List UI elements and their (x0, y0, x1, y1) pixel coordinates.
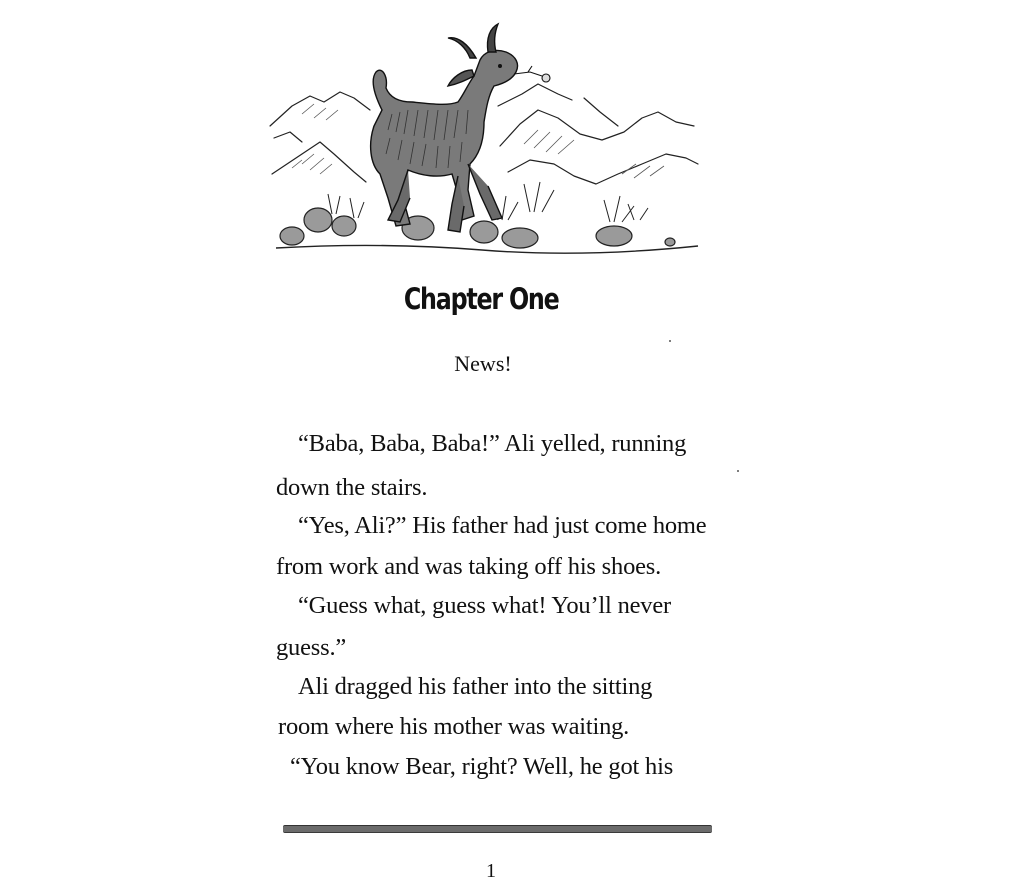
body-line: “Yes, Ali?” His father had just come home (298, 512, 707, 539)
body-line: from work and was taking off his shoes. (276, 553, 662, 580)
body-line: room where his mother was waiting. (278, 713, 630, 740)
body-line: down the stairs. (276, 474, 428, 501)
goat-illustration (262, 14, 702, 256)
chapter-subtitle: News! (454, 351, 512, 376)
page-number: 1 (486, 860, 496, 882)
paper-speck (669, 340, 671, 342)
chapter-heading: Chapter One (403, 282, 559, 316)
body-line: “Guess what, guess what! You’ll never (298, 592, 671, 619)
body-line: “You know Bear, right? Well, he got his (290, 753, 674, 780)
footer-rule (283, 825, 712, 833)
body-line: Ali dragged his father into the sitting (298, 673, 653, 700)
body-line: guess.” (276, 634, 347, 661)
paper-speck (737, 470, 739, 472)
body-line: “Baba, Baba, Baba!” Ali yelled, running (298, 430, 687, 457)
